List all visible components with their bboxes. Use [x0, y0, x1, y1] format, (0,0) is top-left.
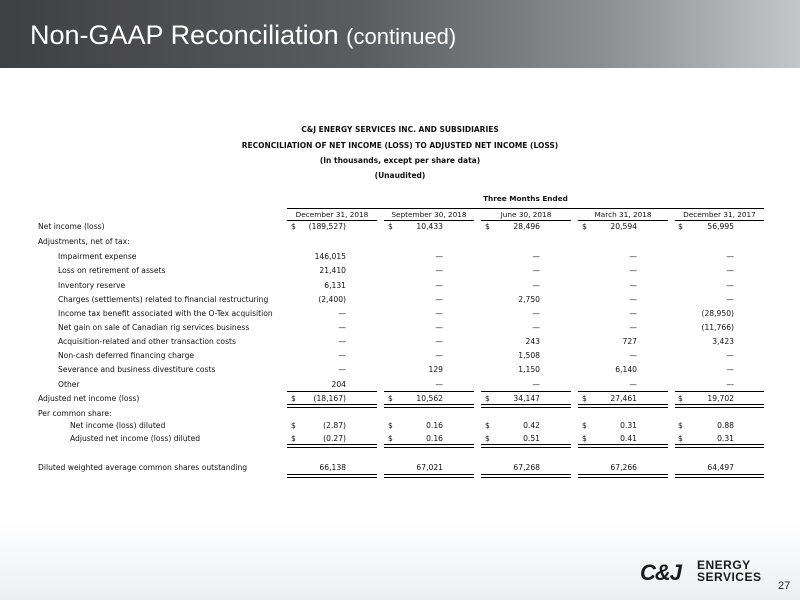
row-value: (11,766) — [701, 323, 734, 332]
row-value: 56,995 — [707, 222, 734, 231]
row-value: (18,167) — [313, 394, 346, 403]
table-row — [0, 408, 800, 420]
row-value: — — [532, 380, 540, 389]
row-label: Per common share: — [38, 409, 112, 418]
row-value: — — [629, 309, 637, 318]
row-label: Inventory reserve — [58, 281, 126, 290]
dollar-sign: $ — [582, 394, 587, 403]
row-value: (2.87) — [323, 421, 346, 430]
row-label: Loss on retirement of assets — [58, 266, 166, 275]
dollar-sign: $ — [291, 421, 296, 430]
row-value: — — [338, 337, 346, 346]
row-label: Adjusted net income (loss) — [38, 394, 140, 403]
table-row — [0, 322, 800, 334]
row-value: — — [629, 295, 637, 304]
row-label: Net income (loss) — [38, 222, 105, 231]
page-title-sub: (continued) — [346, 24, 457, 49]
row-value: — — [435, 252, 443, 261]
double-rule — [675, 444, 764, 448]
double-rule — [578, 404, 668, 408]
row-label: Non-cash deferred financing charge — [58, 351, 195, 360]
double-rule — [287, 444, 377, 448]
table-row — [0, 294, 800, 306]
column-header-row — [287, 208, 764, 220]
dollar-sign: $ — [582, 421, 587, 430]
dollar-sign: $ — [582, 434, 587, 443]
row-value: 146,015 — [314, 252, 346, 261]
row-value: (2,400) — [318, 295, 346, 304]
double-rule — [578, 444, 668, 448]
row-value: 0.42 — [523, 421, 540, 430]
column-header: September 30, 2018 — [384, 209, 474, 221]
row-value: 67,021 — [416, 463, 443, 472]
row-value: 10,562 — [416, 394, 443, 403]
row-value: — — [532, 266, 540, 275]
double-rule — [287, 404, 377, 408]
row-value: 10,433 — [416, 222, 443, 231]
row-value: 2,750 — [518, 295, 540, 304]
row-value: — — [532, 323, 540, 332]
period-caption: Three Months Ended — [483, 194, 568, 203]
double-rule — [481, 474, 571, 478]
dollar-sign: $ — [388, 421, 393, 430]
row-value: 20,594 — [610, 222, 637, 231]
single-rule — [287, 391, 377, 392]
dollar-sign: $ — [291, 434, 296, 443]
table-row — [0, 265, 800, 277]
row-value: — — [629, 351, 637, 360]
table-row — [0, 379, 800, 391]
row-value: (28,950) — [701, 309, 734, 318]
row-value: 204 — [331, 380, 346, 389]
row-label: Adjustments, net of tax: — [38, 237, 130, 246]
row-value: — — [338, 323, 346, 332]
dollar-sign: $ — [291, 394, 296, 403]
row-value: 21,410 — [319, 266, 346, 275]
double-rule — [675, 474, 764, 478]
row-value: — — [435, 337, 443, 346]
table-row — [0, 420, 800, 432]
dollar-sign: $ — [291, 222, 296, 231]
row-value: 0.88 — [717, 421, 734, 430]
double-rule — [384, 474, 474, 478]
row-label: Income tax benefit associated with the O-Tex acquisition — [58, 309, 273, 318]
table-row — [0, 364, 800, 376]
row-label: Severance and business divestiture costs — [58, 365, 216, 374]
row-value: 3,423 — [712, 337, 734, 346]
double-rule — [287, 474, 377, 478]
row-value: 34,147 — [513, 394, 540, 403]
row-value: 6,140 — [615, 365, 637, 374]
page-title-main: Non-GAAP Reconciliation — [30, 20, 339, 50]
report-audit: (Unaudited) — [374, 171, 426, 180]
row-value: 0.31 — [620, 421, 637, 430]
report-company: C&J ENERGY SERVICES INC. AND SUBSIDIARIES — [301, 125, 499, 134]
row-value: 28,496 — [513, 222, 540, 231]
table-row — [0, 280, 800, 292]
row-value: — — [726, 351, 734, 360]
table-row — [0, 308, 800, 320]
dollar-sign: $ — [582, 222, 587, 231]
dollar-sign: $ — [388, 434, 393, 443]
dollar-sign: $ — [678, 394, 683, 403]
row-value: 1,508 — [518, 351, 540, 360]
row-value: 0.16 — [426, 421, 443, 430]
table-row — [0, 350, 800, 362]
row-label: Impairment expense — [58, 252, 137, 261]
single-rule — [675, 391, 764, 392]
row-value: 727 — [622, 337, 637, 346]
row-value: 19,702 — [707, 394, 734, 403]
row-value: — — [532, 309, 540, 318]
row-value: — — [726, 252, 734, 261]
table-row — [0, 251, 800, 263]
column-header: December 31, 2018 — [287, 209, 377, 221]
logo-mark: C&J — [640, 560, 682, 585]
row-value: — — [629, 252, 637, 261]
dollar-sign: $ — [678, 222, 683, 231]
column-header: March 31, 2018 — [578, 209, 668, 221]
row-value: — — [435, 309, 443, 318]
dollar-sign: $ — [485, 421, 490, 430]
row-value: — — [726, 380, 734, 389]
row-value: (0.27) — [323, 434, 346, 443]
row-value: — — [435, 266, 443, 275]
row-value: 1,150 — [518, 365, 540, 374]
single-rule — [481, 391, 571, 392]
row-value: 6,131 — [324, 281, 346, 290]
page-title — [30, 20, 456, 51]
row-label: Net income (loss) diluted — [70, 421, 166, 430]
row-label: Acquisition-related and other transaction costs — [58, 337, 236, 346]
row-value: — — [629, 281, 637, 290]
double-rule — [578, 474, 668, 478]
dollar-sign: $ — [485, 394, 490, 403]
double-rule — [481, 444, 571, 448]
row-label: Adjusted net income (loss) diluted — [70, 434, 201, 443]
dollar-sign: $ — [485, 434, 490, 443]
row-label: Net gain on sale of Canadian rig services business — [58, 323, 250, 332]
row-value: — — [629, 323, 637, 332]
dollar-sign: $ — [485, 222, 490, 231]
row-value: — — [435, 323, 443, 332]
single-rule — [384, 391, 474, 392]
column-header: June 30, 2018 — [481, 209, 571, 221]
single-rule — [578, 391, 668, 392]
row-value: 67,268 — [513, 463, 540, 472]
row-value: — — [532, 281, 540, 290]
row-value: 243 — [525, 337, 540, 346]
row-value: — — [338, 309, 346, 318]
row-value: — — [338, 351, 346, 360]
double-rule — [675, 404, 764, 408]
row-value: 27,461 — [610, 394, 637, 403]
row-value: — — [629, 266, 637, 275]
row-value: — — [532, 252, 540, 261]
table-row — [0, 221, 800, 233]
row-value: 0.51 — [523, 434, 540, 443]
row-value: 66,138 — [319, 463, 346, 472]
double-rule — [481, 404, 571, 408]
row-value: 0.31 — [717, 434, 734, 443]
column-header: December 31, 2017 — [675, 209, 764, 221]
dollar-sign: $ — [678, 421, 683, 430]
row-value: 129 — [428, 365, 443, 374]
double-rule — [384, 444, 474, 448]
page-number: 27 — [778, 580, 791, 592]
row-label: Other — [58, 380, 80, 389]
row-value: — — [726, 266, 734, 275]
row-value: — — [726, 365, 734, 374]
table-row — [0, 462, 800, 474]
row-value: — — [726, 295, 734, 304]
header-bar — [0, 0, 800, 68]
logo-line2: SERVICES — [697, 570, 762, 584]
row-value: — — [726, 281, 734, 290]
report-units: (In thousands, except per share data) — [319, 156, 481, 165]
company-logo — [640, 558, 766, 586]
row-value: — — [338, 365, 346, 374]
row-value: — — [435, 351, 443, 360]
row-value: 0.16 — [426, 434, 443, 443]
dollar-sign: $ — [388, 222, 393, 231]
row-value: — — [435, 281, 443, 290]
table-row — [0, 236, 800, 248]
row-value: 0.41 — [620, 434, 637, 443]
row-label: Charges (settlements) related to financial restructuring — [58, 295, 269, 304]
double-rule — [384, 404, 474, 408]
dollar-sign: $ — [678, 434, 683, 443]
row-value: — — [435, 295, 443, 304]
dollar-sign: $ — [388, 394, 393, 403]
row-value: 67,266 — [610, 463, 637, 472]
row-value: — — [435, 380, 443, 389]
report-title: RECONCILIATION OF NET INCOME (LOSS) TO ADJUSTED NET INCOME (LOSS) — [241, 141, 559, 150]
row-value: (189,527) — [308, 222, 346, 231]
table-row — [0, 336, 800, 348]
row-label: Diluted weighted average common shares outstanding — [38, 463, 248, 472]
row-value: 64,497 — [707, 463, 734, 472]
row-value: — — [629, 380, 637, 389]
logo-line1: ENERGY — [697, 558, 751, 572]
